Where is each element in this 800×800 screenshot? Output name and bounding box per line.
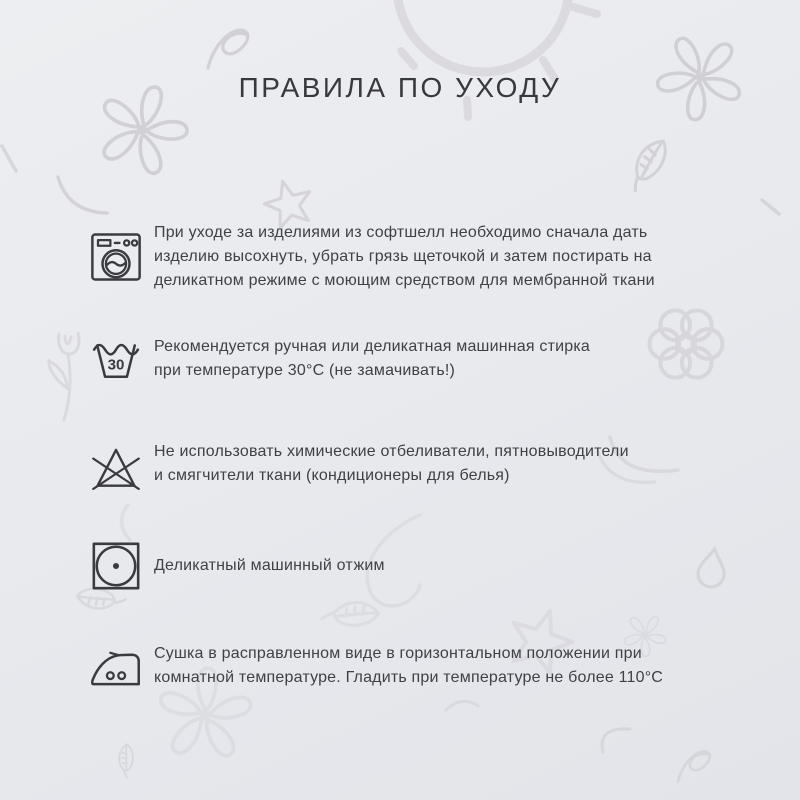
care-item-row [88, 221, 740, 293]
care-item-text-line: Сушка в расправленном виде в горизонтальном положении при [154, 645, 642, 662]
doodle-leaf [111, 743, 142, 778]
care-item-text [154, 440, 629, 488]
care-item-row [88, 438, 740, 490]
care-item-text-line: Деликатный машинный отжим [154, 557, 385, 574]
iron-low-temp-icon [88, 641, 144, 691]
care-item-text [154, 221, 655, 293]
doodle-leaf [619, 139, 677, 191]
washing-machine-icon [88, 230, 144, 284]
handwash-30-icon [88, 334, 144, 384]
no-bleach-icon [88, 438, 144, 490]
care-item-row [88, 334, 740, 384]
doodle-curl [446, 701, 478, 710]
care-item-text [154, 642, 663, 690]
tumble-dry-delicate-icon [88, 538, 144, 594]
page-title: ПРАВИЛА ПО УХОДУ [238, 72, 562, 103]
care-item-text-line: При уходе за изделиями из софтшелл необходимо сначала дать [154, 224, 648, 241]
care-item-text-line: Не использовать химические отбеливатели, пятновыводители [154, 443, 629, 460]
care-item-row [88, 538, 740, 594]
doodle-squiggle [208, 30, 248, 68]
doodle-leaf [322, 590, 380, 640]
doodle-crescent [58, 177, 107, 213]
doodle-crescent [602, 729, 630, 752]
doodle-tulip [49, 333, 79, 420]
care-item-text [154, 554, 385, 578]
care-item-text-line: деликатном режиме с моющим средством для мембранной ткани [154, 272, 655, 289]
care-item-text-line: Рекомендуется ручная или деликатная машинная стирка [154, 338, 591, 355]
care-item-text [154, 335, 590, 383]
wash-temperature-label: 30 [107, 356, 125, 374]
care-item-text-line: и смягчители ткани (кондиционеры для белья) [154, 467, 510, 484]
care-item-row [88, 641, 740, 691]
care-item-text-line: при температуре 30°С (не замачивать!) [154, 362, 456, 379]
doodle-squiggle [678, 751, 710, 781]
care-item-text-line: комнатной температуре. Гладить при температуре не более 110°С [154, 669, 664, 686]
care-item-text-line: изделию высохнуть, убрать грязь щеточкой и затем постирать на [154, 248, 652, 265]
